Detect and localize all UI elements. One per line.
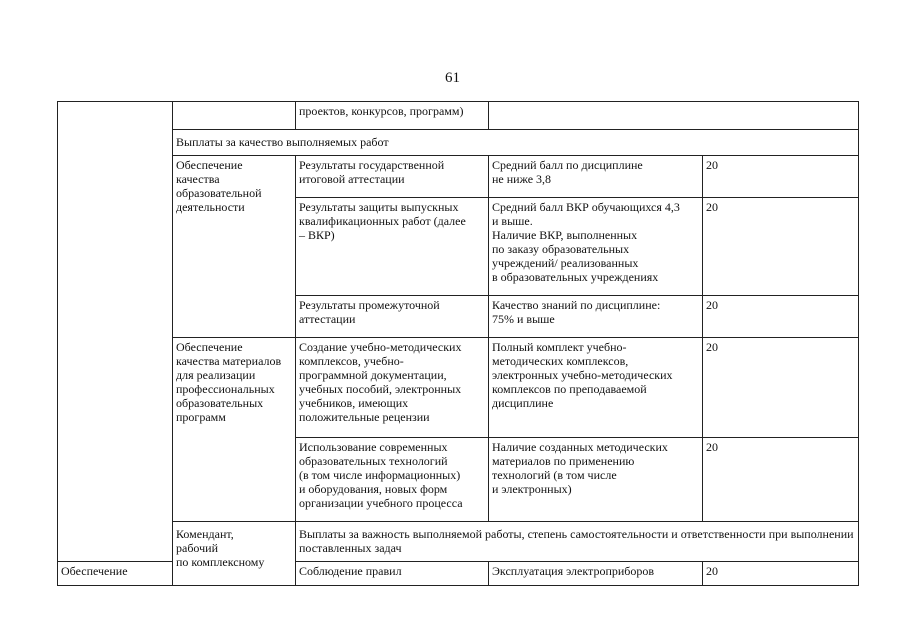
indicator-cell: Создание учебно-методических комплексов, учебно- программной документации, учебных пособий, электронных учебников, имеющих положительные рецензии: [296, 338, 489, 438]
table-cell: [173, 102, 296, 130]
position-cell: Комендант, рабочий по комплексному: [173, 522, 296, 586]
criterion-cell: Обеспечение: [58, 562, 173, 586]
condition-cell: Качество знаний по дисциплине: 75% и выше: [489, 296, 703, 338]
condition-cell: Средний балл по дисциплине не ниже 3,8: [489, 156, 703, 198]
criterion-cell: Обеспечение качества материалов для реализации профессиональных образовательных программ: [173, 338, 296, 522]
condition-cell: Средний балл ВКР обучающихся 4,3 и выше. Наличие ВКР, выполненных по заказу образовательных учреждений/ реализованных в образовательных учреждениях: [489, 198, 703, 296]
indicator-cell: Результаты промежуточной аттестации: [296, 296, 489, 338]
section-row: [58, 522, 859, 562]
points-cell: 20: [703, 338, 859, 438]
position-cell-empty: [58, 102, 173, 562]
condition-cell: Эксплуатация электроприборов: [489, 562, 703, 586]
points-cell: 20: [703, 198, 859, 296]
section-row: [58, 130, 859, 156]
condition-cell: Полный комплект учебно- методических комплексов, электронных учебно-методических комплексов по преподаваемой дисциплине: [489, 338, 703, 438]
section-heading: Выплаты за важность выполняемой работы, степень самостоятельности и ответственности при выполнении поставленных задач: [296, 522, 859, 562]
points-cell: 20: [703, 156, 859, 198]
points-cell: 20: [703, 296, 859, 338]
table-cell: проектов, конкурсов, программ): [296, 102, 489, 130]
table-row: [58, 156, 859, 198]
points-cell: 20: [703, 562, 859, 586]
indicator-cell: Соблюдение правил: [296, 562, 489, 586]
condition-cell: Наличие созданных методических материалов по применению технологий (в том числе и электронных): [489, 438, 703, 522]
table-cell: [489, 102, 859, 130]
criteria-table: [57, 101, 859, 586]
table-row: [58, 102, 859, 130]
indicator-cell: Результаты защиты выпускных квалификационных работ (далее – ВКР): [296, 198, 489, 296]
indicator-cell: Результаты государственной итоговой аттестации: [296, 156, 489, 198]
criterion-cell: Обеспечение качества образовательной деятельности: [173, 156, 296, 338]
points-cell: 20: [703, 438, 859, 522]
table-row: [58, 338, 859, 438]
indicator-cell: Использование современных образовательных технологий (в том числе информационных) и оборудования, новых форм организации учебного процесса: [296, 438, 489, 522]
page-number: 61: [445, 70, 460, 86]
section-heading: Выплаты за качество выполняемых работ: [173, 130, 859, 156]
